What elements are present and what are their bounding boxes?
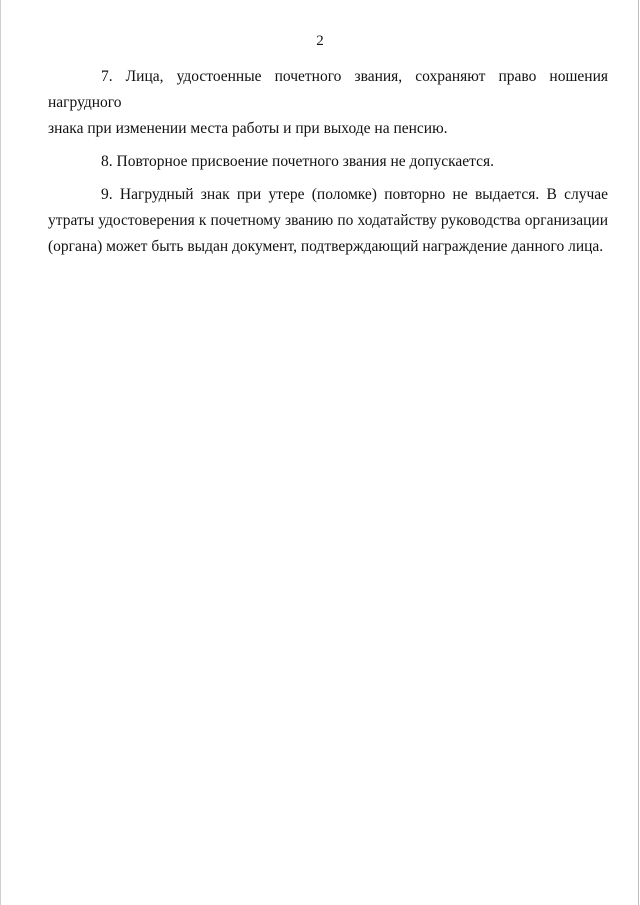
paragraph-9-line-2: утраты удостоверения к почетному званию по ходатайству руководства организации — [48, 212, 608, 229]
paragraph-9 — [48, 182, 608, 260]
page-edge-left — [0, 0, 1, 905]
paragraph-7-line-1: 7. Лица, удостоенные почетного звания, сохраняют право ношения нагрудного — [48, 68, 608, 111]
paragraph-7-line-2: знака при изменении места работы и при выходе на пенсию. — [48, 120, 448, 137]
paragraph-9-line-3: (органа) может быть выдан документ, подтверждающий награждение данного лица. — [48, 238, 604, 255]
page-number: 2 — [316, 33, 324, 49]
page-edge-right — [638, 0, 639, 905]
document-body — [48, 64, 608, 267]
paragraph-9-line-1: 9. Нагрудный знак при утере (поломке) повторно не выдается. В случае — [101, 186, 608, 203]
paragraph-8 — [48, 149, 608, 175]
paragraph-8-line-1: 8. Повторное присвоение почетного звания не допускается. — [101, 153, 494, 170]
paragraph-7 — [48, 64, 608, 142]
